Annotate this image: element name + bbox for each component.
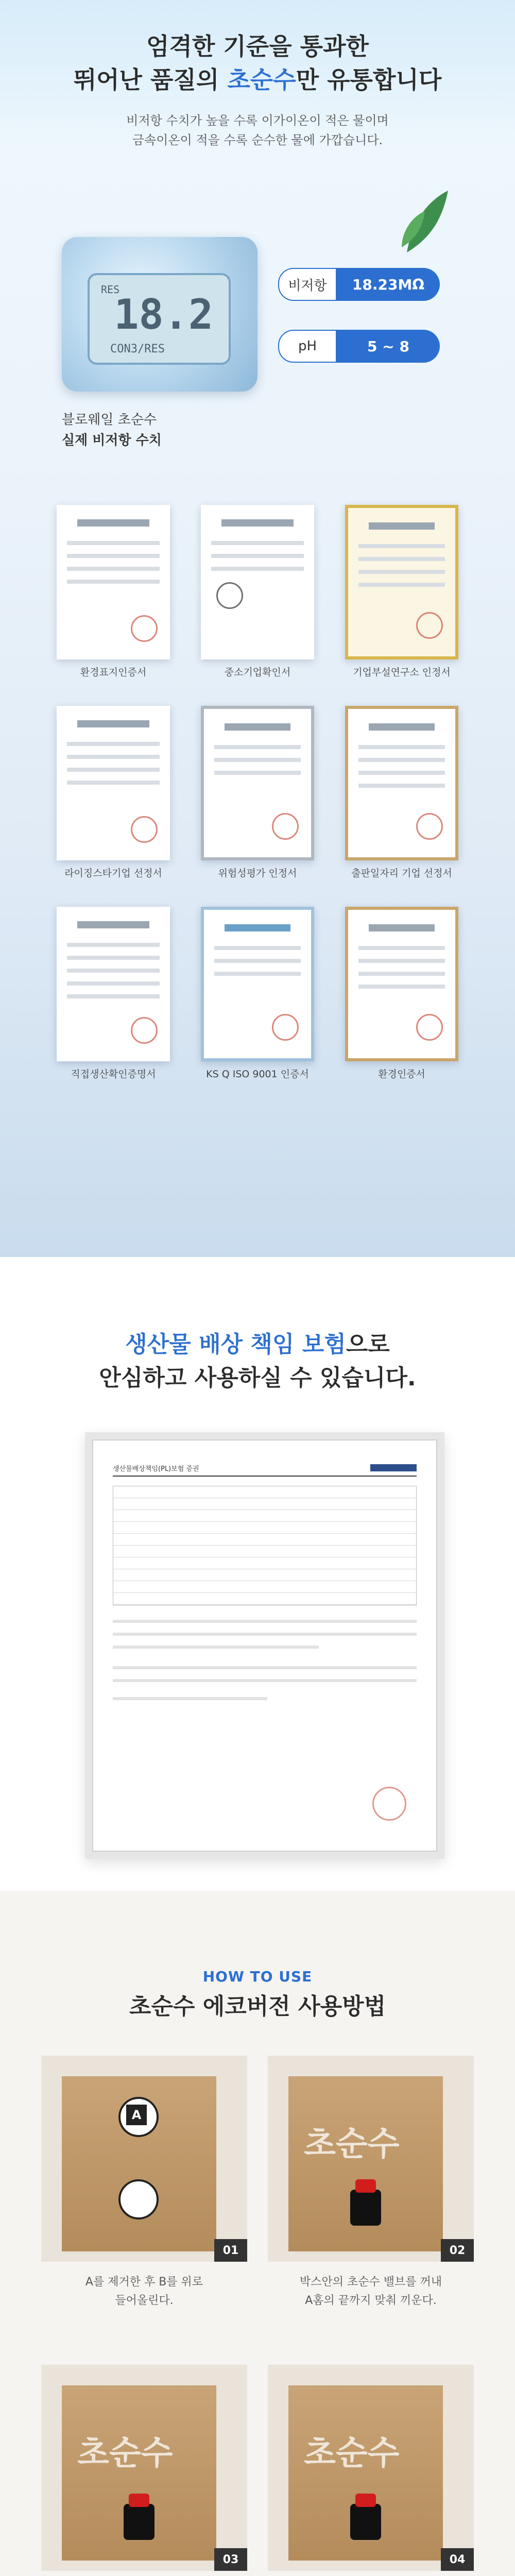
box-brand: 초순수 (77, 2434, 173, 2472)
step-image (268, 2365, 474, 2571)
step-card (41, 2365, 247, 2576)
tds-meter-image (62, 237, 258, 392)
meter-caption (62, 410, 258, 451)
meter-caption-line1: 블로웨일 초순수 (62, 412, 157, 428)
insurance-document-frame (85, 1432, 444, 1859)
step-description (41, 2273, 247, 2310)
certificate-image (201, 907, 314, 1061)
step-image (41, 2365, 247, 2571)
box-brand: 초순수 (304, 2434, 400, 2472)
certificate-item (340, 706, 464, 879)
valve-hole-b (118, 2179, 159, 2219)
meter-lcd-value: 18.2 (114, 291, 213, 338)
certificate-caption: KS Q ISO 9001 인증서 (206, 1069, 309, 1080)
step-card (268, 2056, 474, 2310)
resistivity-card (62, 206, 453, 495)
cert-title-line1: 엄격한 기준을 통과한 (146, 32, 369, 60)
meter-lcd-unit: CON3/RES (110, 343, 165, 355)
step-desc-line: A를 제거한 후 B를 위로 (85, 2276, 203, 2289)
insurer-logo (370, 1464, 417, 1471)
meter-lcd-label: RES (101, 283, 120, 296)
cert-desc-line2: 금속이온이 적을 수록 순수한 물에 가깝습니다. (132, 133, 383, 147)
meter-caption-line2: 실제 비저항 수치 (62, 433, 162, 448)
leaf-icon (397, 185, 453, 258)
product-box (62, 2076, 216, 2251)
valve-icon (350, 2504, 381, 2540)
meter-display (88, 273, 231, 365)
insurance-document-table (113, 1486, 417, 1605)
certificate-item (52, 505, 175, 679)
certificate-item (196, 907, 319, 1080)
step-number: 03 (214, 2548, 247, 2571)
step-image (268, 2056, 474, 2262)
how-to-use-eyebrow: HOW TO USE (202, 1968, 313, 1985)
resistivity-pill (278, 268, 440, 301)
step-description (268, 2273, 474, 2310)
valve-icon (124, 2504, 154, 2540)
insurance-document-header (113, 1460, 417, 1477)
how-to-use-title: 초순수 에코버전 사용방법 (129, 1993, 386, 2020)
how-to-use-section (0, 1891, 515, 2576)
step-number: 01 (214, 2239, 247, 2262)
step-card (41, 2056, 247, 2310)
step-number: 04 (441, 2548, 474, 2571)
certificate-caption: 직접생산확인증명서 (71, 1069, 156, 1080)
insurance-title-line2: 안심하고 사용하실 수 있습니다. (99, 1365, 416, 1391)
certificate-image (201, 706, 314, 860)
ph-label: pH (278, 330, 337, 363)
certification-section (0, 0, 515, 1257)
step-card (268, 2365, 474, 2576)
insurance-title-post: 으로 (346, 1331, 390, 1358)
valve-icon (350, 2190, 381, 2226)
certificate-caption: 중소기업확인서 (224, 667, 291, 678)
cert-title-line2-post: 만 유통합니다 (296, 66, 442, 94)
certificate-image (201, 505, 314, 659)
insurance-title-accent: 생산물 배상 책임 보험 (125, 1331, 346, 1358)
certificate-image (345, 907, 458, 1061)
certificate-item (196, 706, 319, 879)
certificate-image (57, 505, 170, 659)
box-brand: 초순수 (304, 2125, 400, 2163)
certificate-caption: 출판일자리 기업 선정서 (351, 868, 452, 879)
certificate-image (345, 505, 458, 659)
certificate-image (345, 706, 458, 860)
insurance-document-title: 생산물배상책임(PL)보험 증권 (113, 1465, 199, 1473)
certificate-caption: 기업부설연구소 인정서 (353, 667, 451, 678)
certificate-item (340, 505, 464, 679)
step-desc-line: 들어올린다. (115, 2294, 174, 2307)
step-image (41, 2056, 247, 2262)
ph-value: 5 ~ 8 (337, 330, 440, 363)
ph-pill (278, 330, 440, 363)
certificate-caption: 환경인증서 (378, 1069, 425, 1080)
certificate-caption: 라이징스타기업 선정서 (64, 868, 162, 879)
cert-description (0, 111, 515, 150)
certificate-caption: 위험성평가 인정서 (218, 868, 297, 879)
box-tag-a: A (126, 2105, 147, 2125)
resistivity-label: 비저항 (278, 268, 337, 301)
certificate-item (340, 907, 464, 1080)
certificate-image (57, 907, 170, 1061)
product-box (62, 2385, 216, 2561)
certificate-item (196, 505, 319, 679)
resistivity-value: 18.23MΩ (337, 268, 440, 301)
step-desc-line: 박스안의 초순수 밸브를 꺼내 (299, 2276, 442, 2289)
certificate-image (57, 706, 170, 860)
cert-desc-line1: 비저항 수치가 높을 수록 이가이온이 적은 물이며 (126, 113, 389, 128)
certificate-item (52, 907, 175, 1080)
cert-title-line2-pre: 뛰어난 품질의 (73, 66, 228, 94)
step-number: 02 (441, 2239, 474, 2262)
certificate-caption: 환경표지인증서 (80, 667, 147, 678)
cert-title-line2 (0, 64, 515, 95)
cert-title-accent: 초순수 (227, 66, 296, 94)
insurance-section (0, 1257, 515, 1891)
step-desc-line: A홈의 끝까지 맞춰 끼운다. (305, 2294, 437, 2307)
product-box (288, 2076, 443, 2251)
insurance-title-line1 (0, 1329, 515, 1360)
product-box (288, 2385, 443, 2561)
stamp-icon (372, 1787, 406, 1821)
certificate-item (52, 706, 175, 879)
